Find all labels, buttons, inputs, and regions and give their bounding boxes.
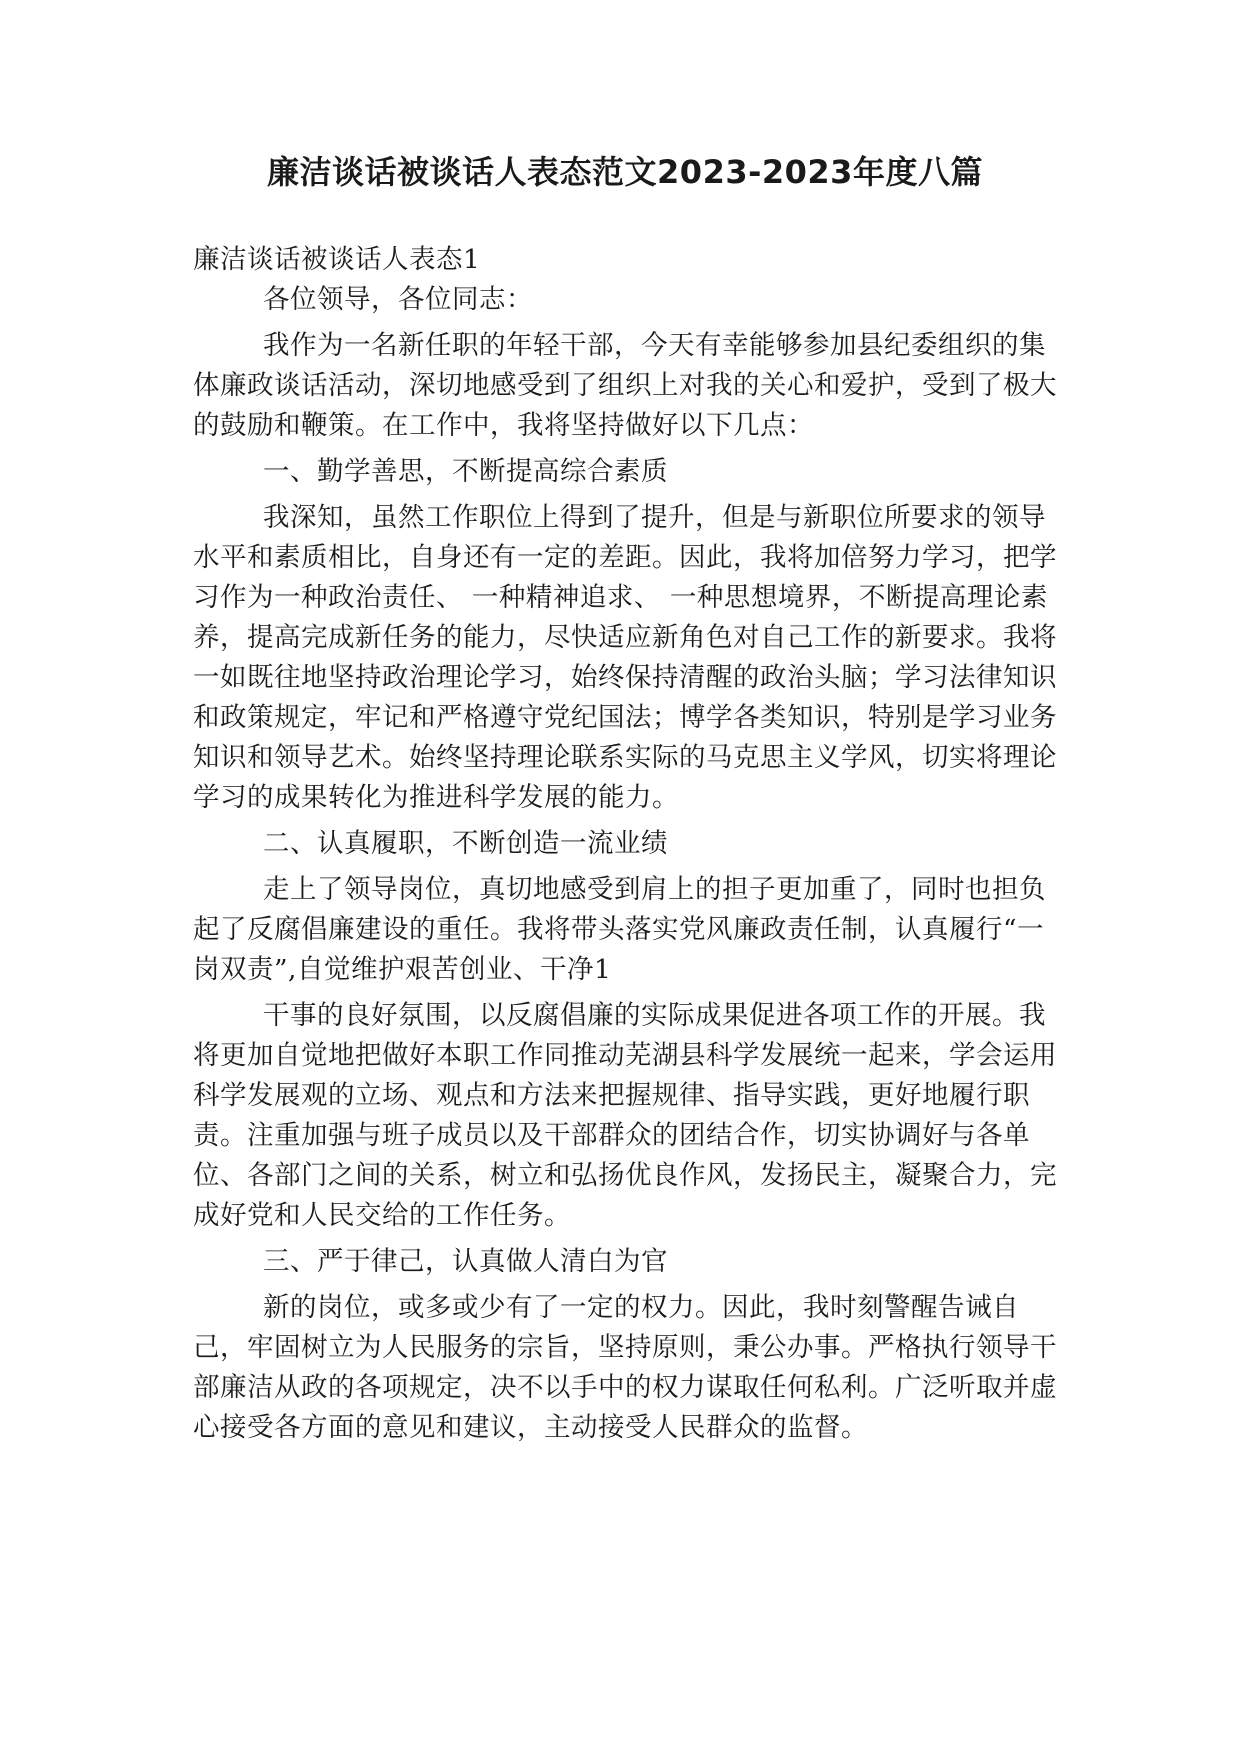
paragraph: 干事的良好氛围，以反腐倡廉的实际成果促进各项工作的开展。我将更加自觉地把做好本职工作同推动芜湖县科学发展统一起来，学会运用科学发展观的立场、观点和方法来把握规律、指导实践，更好地履行职责。注重加强与班子成员以及干部群众的团结合作，切实协调好与各单位、各部门之间的关系，树立和弘扬优良作风，发扬民主，凝聚合力，完成好党和人民交给的工作任务。	[193, 1000, 1057, 1231]
paragraph: 我深知，虽然工作职位上得到了提升，但是与新职位所要求的领导水平和素质相比，自身还有一定的差距。因此，我将加倍努力学习，把学习作为一种政治责任、 一种精神追求、 一种思想境界，不断提高理论素养，提高完成新任务的能力，尽快适应新角色对自己工作的新要求。我将一如既往地坚持政治理论学习，始终保持清醒的政治头脑；学习法律知识和政策规定，牢记和严格遵守党纪国法；博学各类知识，特别是学习业务知识和领导艺术。始终坚持理论联系实际的马克思主义学风，切实将理论学习的成果转化为推进科学发展的能力。	[193, 502, 1057, 813]
document-title: 廉洁谈话被谈话人表态范文2023-2023年度八篇	[267, 153, 983, 191]
subheading: 二、认真履职，不断创造一流业绩	[263, 828, 668, 859]
section-heading: 廉洁谈话被谈话人表态1	[193, 244, 481, 275]
document-body	[193, 240, 1058, 1448]
paragraph: 走上了领导岗位，真切地感受到肩上的担子更加重了，同时也担负起了反腐倡廉建设的重任。我将带头落实党风廉政责任制，认真履行“一岗双责”,自觉维护艰苦创业、干净1	[193, 874, 1046, 985]
paragraph: 新的岗位，或多或少有了一定的权力。因此，我时刻警醒告诫自己，牢固树立为人民服务的宗旨，坚持原则，秉公办事。严格执行领导干部廉洁从政的各项规定，决不以手中的权力谋取任何私利。广泛听取并虚心接受各方面的意见和建议，主动接受人民群众的监督。	[193, 1292, 1057, 1443]
paragraph: 我作为一名新任职的年轻干部，今天有幸能够参加县纪委组织的集体廉政谈话活动，深切地感受到了组织上对我的关心和爱护，受到了极大的鼓励和鞭策。在工作中，我将坚持做好以下几点：	[193, 330, 1057, 441]
subheading: 一、勤学善思，不断提高综合素质	[263, 456, 668, 487]
subheading: 三、严于律己，认真做人清白为官	[263, 1246, 668, 1277]
greeting: 各位领导，各位同志：	[263, 284, 533, 315]
